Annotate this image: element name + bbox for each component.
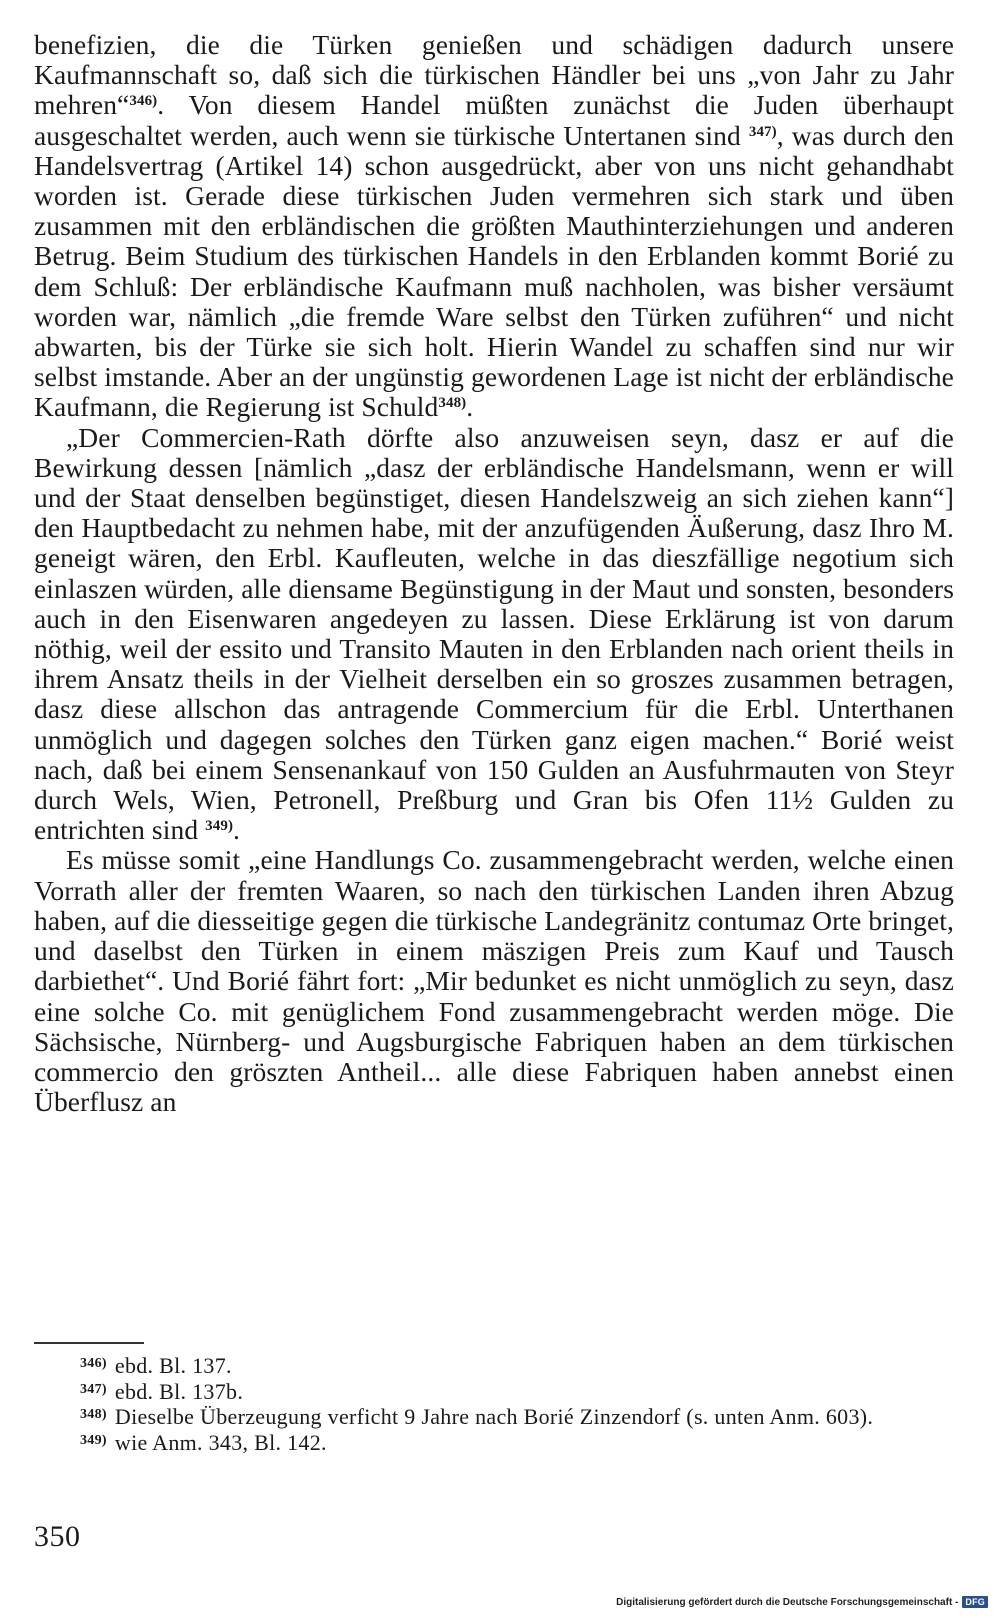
footnote-text: ebd. Bl. 137.: [114, 1353, 232, 1378]
paragraph-1: [34, 30, 954, 423]
footnote-347: [34, 1378, 954, 1404]
footnote-number: 348): [80, 1407, 107, 1422]
text-run: . Von diesem Handel müßten zunächst die Juden überhaupt ausgeschaltet werden, auch wenn sie türkische Untertanen sind: [34, 89, 954, 151]
footnote-reference: 347): [748, 123, 777, 140]
footnote-reference: 349): [205, 818, 234, 835]
text-run: .: [466, 391, 474, 423]
text-run: „Der Commercien-Rath dörfte also anzuweisen seyn, dasz er auf die Bewirkung dessen [nämlich „dasz der erbländische Handelsmann, wenn er will und der Staat denselben begünstiget, diesen Handelszweig an sich ziehen kann“] den Hauptbedacht zu nehmen habe, mit der anzufügenden Äußerung, dasz Ihro M. geneigt wären, den Erbl. Kaufleuten, welche in das dieszfällige negotium sich einlaszen würden, alle diensame Begünstigung in der Maut und sonsten, besonders auch in den Eisenwaren angedeyen zu lassen. Diese Erklärung ist von darum nöthig, weil der essito und Transito Mauten in den Erblanden nach orient theils in ihrem Ansatz theils in der Vielheit derselben ein so groszes zusammen betragen, dasz diese allschon das antragende Commercium für die Erbl. Unterthanen unmöglich und dagegen solches den Türken ganz eigen machen.“ Borié weist nach, daß bei einem Sensenankauf von 150 Gulden an Ausfuhrmauten von Steyr durch Wels, Wien, Petronell, Preßburg und Gran bis Ofen 11½ Gulden zu entrichten sind: [34, 421, 954, 846]
footnote-text: wie Anm. 343, Bl. 142.: [114, 1429, 327, 1455]
footnote-349: [34, 1429, 954, 1455]
footnote-346: [34, 1352, 954, 1378]
footnote-reference: 346): [129, 93, 158, 110]
footnote-text: ebd. Bl. 137b.: [114, 1378, 244, 1404]
footnote-number: 346): [80, 1356, 107, 1371]
credit-text: Digitalisierung gefördert durch die Deutsche Forschungsgemeinschaft -: [616, 1596, 959, 1608]
footnote-reference: 348): [438, 395, 467, 412]
page-number: 350: [34, 1520, 81, 1553]
paragraph-3: [34, 845, 954, 1117]
text-run: Es müsse somit „eine Handlungs Co. zusammengebracht werden, welche einen Vorrath aller der fremten Waaren, so nach den türkischen Landen ihren Abzug haben, auf die diesseitige gegen die türkische Landegränitz contumaz Orte bringet, und daselbst den Türken in einem mäszigen Preis zum Kauf und Tausch darbiethet“. Und Borié fährt fort: „Mir bedunket es nicht unmöglich zu seyn, dasz eine solche Co. mit genüglichem Fond zusammengebracht werden möge. Die Sächsische, Nürnberg- und Augsburgische Fabriquen haben an dem türkischen commercio den gröszten Antheil... alle diese Fabriquen haben annebst einen Überflusz an: [34, 844, 954, 1118]
text-run: .: [233, 814, 241, 846]
footnotes: [34, 1352, 954, 1454]
text-run: benefizien, die die Türken genießen und schädigen dadurch unsere Kaufmannschaft so, daß sich die türkischen Händler bei uns „von Jahr zu Jahr mehren“: [34, 29, 954, 121]
digitization-credit: [616, 1596, 988, 1608]
footnote-number: 347): [80, 1381, 107, 1397]
footnote-348: [34, 1403, 954, 1429]
main-text: [34, 30, 954, 1117]
footnote-number: 349): [80, 1432, 107, 1448]
footnote-text: Dieselbe Überzeugung verficht 9 Jahre nach Borié Zinzendorf (s. unten Anm. 603).: [114, 1404, 874, 1429]
text-run: , was durch den Handelsvertrag (Artikel 14) schon ausgedrückt, aber von uns nicht gehandhabt worden ist. Gerade diese türkischen Juden vermehren sich stark und üben zusammen mit den erbländischen die größten Mauthinterziehungen und anderen Betrug. Beim Studium des türkischen Handels in den Erblanden kommt Borié zu dem Schluß: Der erbländische Kaufmann muß nachholen, was bisher versäumt worden war, nämlich „die fremde Ware selbst den Türken zuführen“ und nicht abwarten, bis der Türke sie sich holt. Hierin Wandel zu schaffen sind nur wir selbst imstande. Aber an der ungünstig gewordenen Lage ist nicht der erbländische Kaufmann, die Regierung ist Schuld: [34, 119, 954, 423]
footnote-divider: [34, 1342, 144, 1344]
paragraph-2: [34, 423, 954, 846]
page-body: [34, 30, 954, 1117]
dfg-logo-icon: DFG: [962, 1596, 988, 1608]
